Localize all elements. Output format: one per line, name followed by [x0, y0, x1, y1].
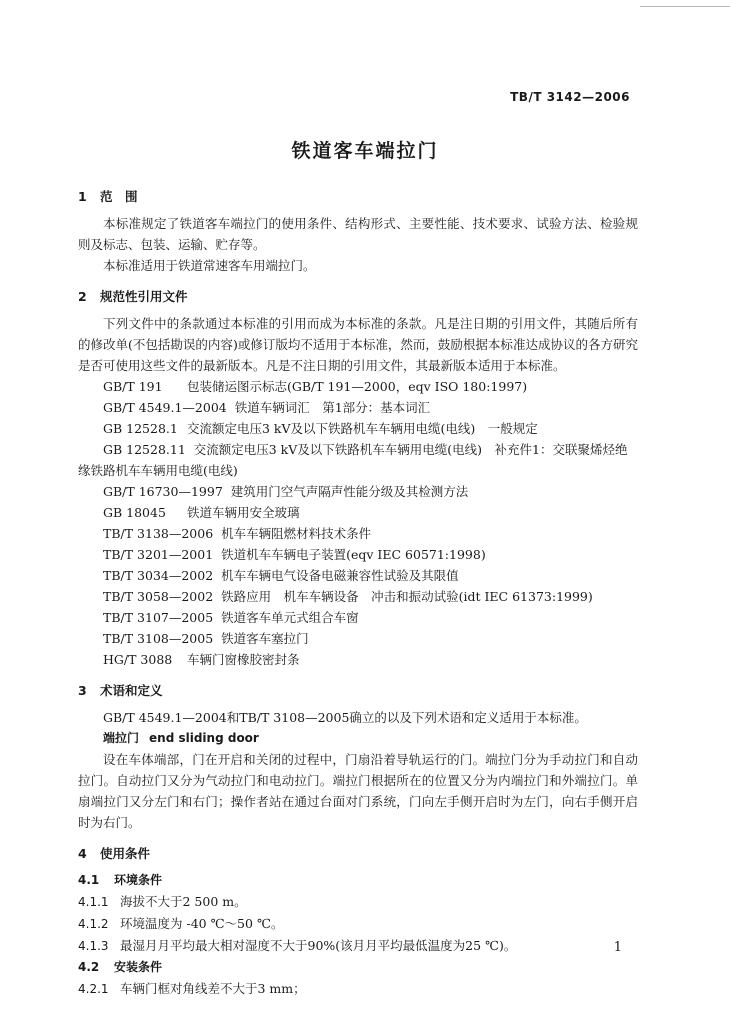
subsection-4-1-heading — [78, 870, 638, 891]
clause-text: 环境温度为 -40 ℃～50 ℃。 — [120, 916, 284, 931]
reference-title: 交流额定电压3 kV及以下铁路机车车辆用电缆(电线) 补充件1：交联聚烯烃绝 — [193, 442, 628, 457]
subsection-title: 环境条件 — [114, 873, 163, 887]
section-1-heading — [78, 186, 638, 207]
section-title: 规范性引用文件 — [100, 289, 188, 304]
term-definition: 设在车体端部，门在开启和关闭的过程中，门扇沿着导轨运行的门。端拉门分为手动拉门和自动拉门。自动拉门又分为气动拉门和电动拉门。端拉门根据所在的位置又分为内端拉门和外端拉门。单扇端拉门又分左门和右门；操作者站在通过台面对门系统，门向左手侧开启时为左门，向右手侧开启时为右门。 — [78, 752, 638, 830]
reference-code: GB/T 4549.1—2004 — [103, 400, 227, 415]
page-number: 1 — [613, 940, 622, 955]
section-number: 1 — [78, 189, 87, 204]
reference-code: HG/T 3088 — [103, 652, 173, 667]
reference-code: TB/T 3107—2005 — [103, 610, 214, 625]
section-4-heading — [78, 843, 638, 864]
reference-code: TB/T 3201—2001 — [103, 547, 214, 562]
section-number: 4 — [78, 846, 87, 861]
section-2-intro: 下列文件中的条款通过本标准的引用而成为本标准的条款。凡是注日期的引用文件，其随后所有的修改单(不包括勘误的内容)或修订版均不适用于本标准，然而，鼓励根据本标准达成协议的各方研究是否可使用这些文件的最新版本。凡是不注日期的引用文件，其最新版本适用于本标准。 — [78, 316, 638, 373]
section-title: 术语和定义 — [100, 683, 163, 698]
reference-title: 包装储运图示标志(GB/T 191—2000，eqv ISO 180:1997) — [186, 379, 528, 394]
clause-list-4-1 — [78, 891, 638, 957]
reference-item — [78, 376, 638, 397]
reference-item — [78, 565, 638, 586]
reference-item — [78, 439, 638, 481]
reference-title: 铁道客车单元式组合车窗 — [221, 610, 359, 625]
term-chinese: 端拉门 — [103, 731, 140, 745]
section-3-heading — [78, 680, 638, 701]
reference-title: 建筑用门空气声隔声性能分级及其检测方法 — [230, 484, 469, 499]
reference-item — [78, 607, 638, 628]
reference-item — [78, 481, 638, 502]
clause-item — [78, 978, 638, 1000]
term-entry — [78, 728, 638, 749]
scan-edge-mark — [640, 0, 730, 7]
reference-code: TB/T 3034—2002 — [103, 568, 214, 583]
section-number: 3 — [78, 683, 87, 698]
reference-title-continued: 缘铁路机车车辆用电缆(电线) — [78, 463, 238, 478]
document-title: 铁道客车端拉门 — [291, 140, 439, 162]
reference-title: 铁路应用 机车车辆设备 冲击和振动试验(idt IEC 61373:1999) — [221, 589, 593, 604]
subsection-number: 4.2 — [78, 960, 100, 974]
reference-code: GB/T 191 — [103, 379, 163, 394]
reference-list — [78, 376, 638, 670]
reference-title: 铁道车辆用安全玻璃 — [186, 505, 300, 520]
clause-text: 海拔不大于2 500 m。 — [120, 894, 247, 909]
reference-item — [78, 544, 638, 565]
clause-item — [78, 913, 638, 935]
reference-title: 铁道客车塞拉门 — [221, 631, 309, 646]
reference-item — [78, 397, 638, 418]
section-3-intro: GB/T 4549.1—2004和TB/T 3108—2005确立的以及下列术语和定义适用于本标准。 — [103, 710, 587, 725]
section-number: 2 — [78, 289, 87, 304]
reference-code: GB/T 16730—1997 — [103, 484, 223, 499]
document-body — [78, 186, 638, 1000]
clause-text: 最湿月月平均最大相对湿度不大于90%(该月月平均最低温度为25 ℃)。 — [120, 938, 517, 953]
clause-number: 4.1.1 — [78, 895, 109, 909]
reference-item — [78, 586, 638, 607]
reference-item — [78, 418, 638, 439]
clause-number: 4.1.3 — [78, 939, 109, 953]
subsection-number: 4.1 — [78, 873, 100, 887]
section-1-para-2: 本标准适用于铁道常速客车用端拉门。 — [103, 258, 316, 273]
clause-item — [78, 891, 638, 913]
reference-title: 车辆门窗橡胶密封条 — [186, 652, 300, 667]
clause-list-4-2 — [78, 978, 638, 1000]
clause-text: 车辆门框对角线差不大于3 mm； — [120, 981, 306, 996]
reference-code: GB 18045 — [103, 505, 166, 520]
reference-code: GB 12528.11 — [103, 442, 186, 457]
reference-code: GB 12528.1 — [103, 421, 178, 436]
section-title: 范 围 — [100, 189, 138, 204]
reference-title: 机车车辆阻燃材料技术条件 — [221, 526, 372, 541]
reference-code: TB/T 3108—2005 — [103, 631, 214, 646]
clause-number: 4.1.2 — [78, 917, 109, 931]
subsection-title: 安装条件 — [114, 960, 163, 974]
reference-title: 机车车辆电气设备电磁兼容性试验及其限值 — [221, 568, 459, 583]
reference-item — [78, 502, 638, 523]
clause-number: 4.2.1 — [78, 982, 109, 996]
clause-item — [78, 935, 638, 957]
reference-title: 交流额定电压3 kV及以下铁路机车车辆用电缆(电线) 一般规定 — [186, 421, 538, 436]
term-english: end sliding door — [149, 731, 259, 745]
reference-title: 铁道机车车辆电子装置(eqv IEC 60571:1998) — [221, 547, 486, 562]
reference-code: TB/T 3058—2002 — [103, 589, 214, 604]
section-1-para-1: 本标准规定了铁道客车端拉门的使用条件、结构形式、主要性能、技术要求、试验方法、检验规则及标志、包装、运输、贮存等。 — [78, 216, 638, 252]
section-2-heading — [78, 286, 638, 307]
reference-item — [78, 649, 638, 670]
reference-code: TB/T 3138—2006 — [103, 526, 214, 541]
reference-item — [78, 628, 638, 649]
standard-code: TB/T 3142—2006 — [510, 90, 630, 104]
reference-item — [78, 523, 638, 544]
reference-title: 铁道车辆词汇 第1部分：基本词汇 — [234, 400, 431, 415]
subsection-4-2-heading — [78, 957, 638, 978]
section-title: 使用条件 — [100, 846, 151, 861]
